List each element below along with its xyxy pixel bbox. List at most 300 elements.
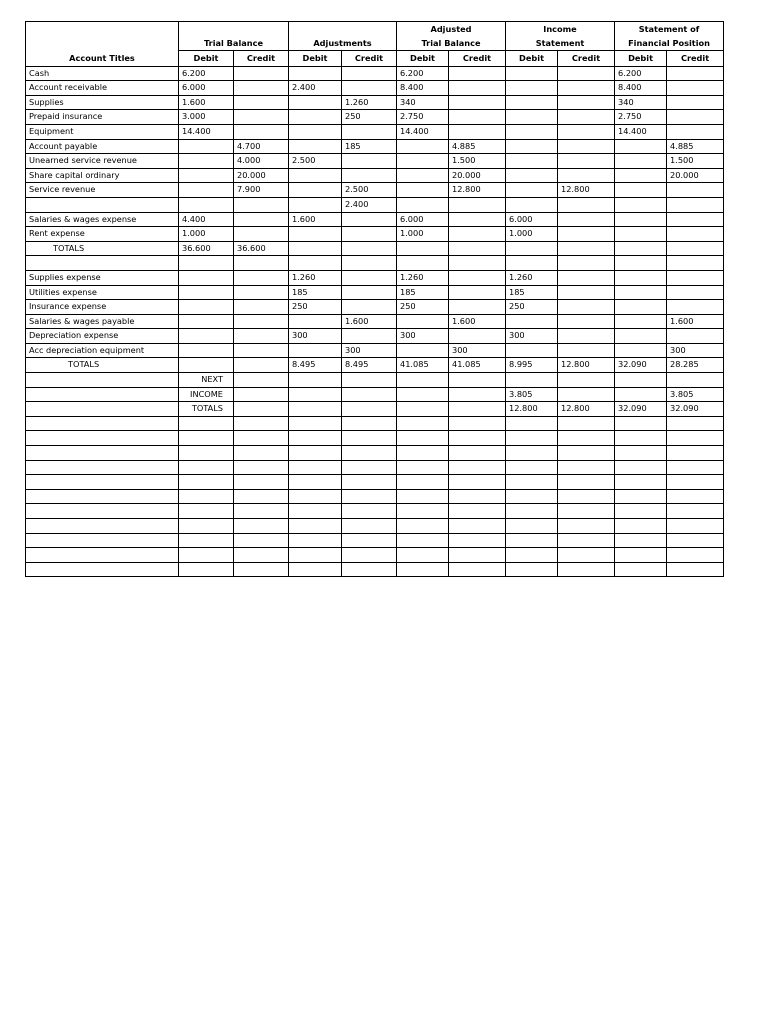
amount-cell — [558, 241, 615, 256]
account-titles-header: Account Titles — [26, 51, 179, 66]
amount-cell: 1.000 — [397, 227, 449, 242]
amount-cell — [234, 110, 289, 125]
amount-cell: 2.400 — [289, 81, 342, 96]
amount-cell — [615, 285, 667, 300]
amount-cell — [449, 533, 506, 548]
amount-cell — [234, 124, 289, 139]
amount-cell: 41.085 — [449, 358, 506, 373]
amount-cell — [558, 373, 615, 388]
group-header-income-statement: Statement — [506, 36, 615, 51]
table-row — [26, 168, 724, 183]
amount-cell — [234, 343, 289, 358]
account-title-cell — [26, 373, 179, 388]
amount-cell: 2.400 — [342, 197, 397, 212]
amount-cell — [342, 533, 397, 548]
account-title-cell — [26, 489, 179, 504]
amount-cell: 6.200 — [179, 66, 234, 81]
amount-cell — [449, 431, 506, 446]
amount-cell — [234, 402, 289, 417]
amount-cell — [506, 431, 558, 446]
amount-cell: 185 — [506, 285, 558, 300]
amount-cell — [615, 314, 667, 329]
table-row — [26, 431, 724, 446]
amount-cell: 300 — [289, 329, 342, 344]
account-title-cell — [26, 533, 179, 548]
amount-cell — [558, 256, 615, 271]
group-header-adjusted-tb: Trial Balance — [397, 36, 506, 51]
amount-cell — [558, 66, 615, 81]
amount-cell: 340 — [397, 95, 449, 110]
amount-cell: 32.090 — [615, 402, 667, 417]
amount-cell — [506, 562, 558, 577]
group-header-financial-position: Financial Position — [615, 36, 724, 51]
amount-cell — [234, 460, 289, 475]
amount-cell — [342, 66, 397, 81]
amount-cell — [342, 562, 397, 577]
amount-cell: 1.000 — [506, 227, 558, 242]
amount-cell — [397, 241, 449, 256]
amount-cell — [667, 489, 724, 504]
amount-cell — [667, 504, 724, 519]
amount-cell: 8.495 — [289, 358, 342, 373]
account-title-cell — [26, 402, 179, 417]
amount-cell: 300 — [667, 343, 724, 358]
amount-cell — [667, 110, 724, 125]
amount-cell — [449, 124, 506, 139]
amount-cell: 36.600 — [234, 241, 289, 256]
amount-cell — [506, 95, 558, 110]
account-title-cell — [26, 548, 179, 563]
amount-cell — [289, 402, 342, 417]
amount-cell — [342, 270, 397, 285]
amount-cell — [667, 533, 724, 548]
amount-cell — [397, 548, 449, 563]
amount-cell — [667, 270, 724, 285]
amount-cell — [667, 475, 724, 490]
table-row — [26, 504, 724, 519]
amount-cell — [289, 256, 342, 271]
amount-cell — [289, 314, 342, 329]
amount-cell — [449, 416, 506, 431]
amount-cell — [289, 548, 342, 563]
amount-cell — [449, 562, 506, 577]
account-title-cell: Service revenue — [26, 183, 179, 198]
group-header-adjustments-line1 — [289, 22, 397, 37]
header-corner-mid — [26, 36, 179, 51]
amount-cell — [558, 314, 615, 329]
amount-cell — [179, 314, 234, 329]
amount-cell — [615, 256, 667, 271]
amount-cell — [234, 227, 289, 242]
amount-cell — [615, 548, 667, 563]
amount-cell — [449, 329, 506, 344]
amount-cell — [289, 66, 342, 81]
account-title-cell: Share capital ordinary — [26, 168, 179, 183]
amount-cell — [449, 81, 506, 96]
amount-cell: 20.000 — [667, 168, 724, 183]
amount-cell: 12.800 — [558, 358, 615, 373]
amount-cell — [506, 460, 558, 475]
amount-cell: 8.995 — [506, 358, 558, 373]
amount-cell — [179, 183, 234, 198]
amount-cell — [615, 519, 667, 534]
table-row — [26, 548, 724, 563]
table-row — [26, 227, 724, 242]
amount-cell — [506, 519, 558, 534]
amount-cell — [234, 504, 289, 519]
account-title-cell: Supplies expense — [26, 270, 179, 285]
amount-cell — [558, 460, 615, 475]
amount-cell: 12.800 — [506, 402, 558, 417]
amount-cell — [342, 431, 397, 446]
amount-cell — [449, 300, 506, 315]
amount-cell: 1.000 — [179, 227, 234, 242]
amount-cell — [234, 329, 289, 344]
amount-cell: 4.885 — [667, 139, 724, 154]
amount-cell — [289, 562, 342, 577]
amount-cell — [397, 562, 449, 577]
amount-cell — [179, 300, 234, 315]
amount-cell — [234, 197, 289, 212]
group-header-trial-balance-line1 — [179, 22, 289, 37]
amount-cell — [558, 329, 615, 344]
amount-cell — [667, 300, 724, 315]
amount-cell — [449, 504, 506, 519]
amount-cell — [615, 475, 667, 490]
table-row — [26, 241, 724, 256]
amount-cell — [342, 460, 397, 475]
amount-cell — [179, 139, 234, 154]
amount-cell: 185 — [342, 139, 397, 154]
amount-cell — [558, 270, 615, 285]
amount-cell — [449, 489, 506, 504]
amount-cell — [397, 431, 449, 446]
amount-cell — [234, 489, 289, 504]
amount-cell: 250 — [289, 300, 342, 315]
table-row — [26, 154, 724, 169]
amount-cell — [234, 358, 289, 373]
amount-cell — [234, 314, 289, 329]
amount-cell: 1.600 — [342, 314, 397, 329]
amount-cell — [179, 460, 234, 475]
amount-cell — [397, 416, 449, 431]
amount-cell — [615, 300, 667, 315]
amount-cell — [234, 562, 289, 577]
amount-cell — [615, 227, 667, 242]
amount-cell: 14.400 — [179, 124, 234, 139]
amount-cell — [342, 504, 397, 519]
amount-cell — [397, 139, 449, 154]
amount-cell — [234, 548, 289, 563]
amount-cell — [506, 139, 558, 154]
table-row — [26, 373, 724, 388]
credit-header: Credit — [342, 51, 397, 66]
amount-cell — [506, 241, 558, 256]
amount-cell: 2.500 — [289, 154, 342, 169]
amount-cell — [449, 270, 506, 285]
amount-cell — [449, 402, 506, 417]
amount-cell — [179, 431, 234, 446]
amount-cell — [179, 533, 234, 548]
amount-cell — [449, 197, 506, 212]
amount-cell — [667, 329, 724, 344]
amount-cell — [615, 154, 667, 169]
amount-cell — [449, 110, 506, 125]
amount-cell — [289, 197, 342, 212]
table-row — [26, 562, 724, 577]
amount-cell: 8.400 — [397, 81, 449, 96]
amount-cell — [234, 95, 289, 110]
amount-cell — [289, 227, 342, 242]
amount-cell — [289, 416, 342, 431]
amount-cell — [615, 504, 667, 519]
amount-cell — [667, 460, 724, 475]
amount-cell: 28.285 — [667, 358, 724, 373]
amount-cell — [342, 387, 397, 402]
amount-cell: 1.500 — [449, 154, 506, 169]
amount-cell — [234, 66, 289, 81]
amount-cell — [558, 431, 615, 446]
amount-cell — [289, 110, 342, 125]
amount-cell — [397, 475, 449, 490]
account-title-cell: Utilities expense — [26, 285, 179, 300]
amount-cell — [558, 562, 615, 577]
table-row — [26, 343, 724, 358]
amount-cell: 300 — [397, 329, 449, 344]
amount-cell — [234, 373, 289, 388]
amount-cell — [179, 416, 234, 431]
amount-cell — [558, 227, 615, 242]
amount-cell: 2.750 — [615, 110, 667, 125]
amount-cell: 20.000 — [234, 168, 289, 183]
amount-cell — [342, 416, 397, 431]
amount-cell — [397, 197, 449, 212]
amount-cell — [234, 431, 289, 446]
amount-cell: 3.000 — [179, 110, 234, 125]
table-row — [26, 475, 724, 490]
table-row — [26, 285, 724, 300]
amount-cell — [506, 256, 558, 271]
account-title-cell: TOTALS — [26, 241, 179, 256]
amount-cell — [179, 562, 234, 577]
amount-cell — [289, 387, 342, 402]
amount-cell: 185 — [289, 285, 342, 300]
amount-cell — [289, 343, 342, 358]
amount-cell — [397, 154, 449, 169]
account-title-cell: TOTALS — [26, 358, 179, 373]
amount-cell — [289, 504, 342, 519]
amount-cell — [449, 241, 506, 256]
amount-cell — [289, 460, 342, 475]
amount-cell — [615, 460, 667, 475]
amount-cell — [558, 343, 615, 358]
account-title-cell: Equipment — [26, 124, 179, 139]
amount-cell — [506, 81, 558, 96]
amount-cell: 14.400 — [397, 124, 449, 139]
amount-cell: 41.085 — [397, 358, 449, 373]
amount-cell: 4.400 — [179, 212, 234, 227]
account-title-cell: Account payable — [26, 139, 179, 154]
amount-cell: 300 — [449, 343, 506, 358]
amount-cell — [342, 168, 397, 183]
amount-cell: 6.200 — [397, 66, 449, 81]
amount-cell — [558, 285, 615, 300]
amount-cell — [558, 504, 615, 519]
amount-cell — [615, 446, 667, 461]
header-row-2 — [26, 36, 724, 51]
amount-cell — [449, 227, 506, 242]
amount-cell: 1.600 — [289, 212, 342, 227]
amount-cell — [179, 270, 234, 285]
amount-cell: 185 — [397, 285, 449, 300]
amount-cell — [615, 373, 667, 388]
amount-cell — [558, 212, 615, 227]
amount-cell — [179, 329, 234, 344]
amount-cell: 1.260 — [342, 95, 397, 110]
credit-header: Credit — [449, 51, 506, 66]
amount-cell: 340 — [615, 95, 667, 110]
amount-cell — [667, 373, 724, 388]
debit-header: Debit — [615, 51, 667, 66]
amount-cell — [342, 373, 397, 388]
amount-cell — [506, 314, 558, 329]
amount-cell — [342, 446, 397, 461]
amount-cell — [615, 562, 667, 577]
amount-cell: 7.900 — [234, 183, 289, 198]
amount-cell — [179, 154, 234, 169]
amount-cell — [615, 168, 667, 183]
amount-cell — [558, 489, 615, 504]
amount-cell — [506, 197, 558, 212]
amount-cell — [506, 373, 558, 388]
amount-cell — [342, 124, 397, 139]
amount-cell — [558, 416, 615, 431]
amount-cell — [615, 329, 667, 344]
amount-cell: 6.000 — [397, 212, 449, 227]
summary-label-cell: INCOME — [179, 387, 234, 402]
amount-cell — [342, 227, 397, 242]
amount-cell — [667, 183, 724, 198]
header-row-3 — [26, 51, 724, 66]
amount-cell — [449, 548, 506, 563]
amount-cell — [506, 475, 558, 490]
amount-cell — [234, 446, 289, 461]
amount-cell — [234, 475, 289, 490]
amount-cell — [506, 66, 558, 81]
amount-cell — [179, 504, 234, 519]
amount-cell — [342, 475, 397, 490]
amount-cell — [449, 95, 506, 110]
amount-cell — [397, 343, 449, 358]
amount-cell — [397, 256, 449, 271]
table-row — [26, 402, 724, 417]
amount-cell: 1.600 — [449, 314, 506, 329]
amount-cell — [397, 314, 449, 329]
account-title-cell — [26, 460, 179, 475]
table-row — [26, 66, 724, 81]
amount-cell — [667, 95, 724, 110]
amount-cell — [397, 519, 449, 534]
amount-cell — [179, 285, 234, 300]
amount-cell — [558, 446, 615, 461]
account-title-cell: Prepaid insurance — [26, 110, 179, 125]
amount-cell — [615, 270, 667, 285]
amount-cell — [234, 519, 289, 534]
amount-cell — [615, 183, 667, 198]
amount-cell — [667, 562, 724, 577]
amount-cell — [506, 343, 558, 358]
amount-cell — [342, 489, 397, 504]
amount-cell — [558, 110, 615, 125]
amount-cell — [449, 256, 506, 271]
amount-cell: 1.260 — [397, 270, 449, 285]
amount-cell — [506, 548, 558, 563]
amount-cell — [397, 460, 449, 475]
amount-cell — [289, 168, 342, 183]
table-row — [26, 446, 724, 461]
amount-cell — [289, 431, 342, 446]
amount-cell — [449, 387, 506, 402]
amount-cell — [234, 81, 289, 96]
amount-cell — [342, 519, 397, 534]
amount-cell — [397, 489, 449, 504]
amount-cell — [449, 519, 506, 534]
amount-cell: 250 — [342, 110, 397, 125]
amount-cell: 1.600 — [179, 95, 234, 110]
amount-cell — [234, 387, 289, 402]
amount-cell — [234, 300, 289, 315]
amount-cell — [289, 139, 342, 154]
amount-cell — [615, 139, 667, 154]
amount-cell: 6.000 — [179, 81, 234, 96]
amount-cell: 6.200 — [615, 66, 667, 81]
amount-cell — [558, 475, 615, 490]
table-row — [26, 300, 724, 315]
credit-header: Credit — [558, 51, 615, 66]
amount-cell — [179, 358, 234, 373]
amount-cell — [342, 81, 397, 96]
amount-cell — [449, 66, 506, 81]
table-row — [26, 212, 724, 227]
group-header-income-statement-line1: Income — [506, 22, 615, 37]
amount-cell: 6.000 — [506, 212, 558, 227]
table-row — [26, 81, 724, 96]
credit-header: Credit — [234, 51, 289, 66]
amount-cell — [615, 489, 667, 504]
amount-cell — [179, 168, 234, 183]
account-title-cell: Unearned service revenue — [26, 154, 179, 169]
amount-cell — [558, 197, 615, 212]
amount-cell — [506, 446, 558, 461]
amount-cell — [289, 241, 342, 256]
amount-cell — [558, 95, 615, 110]
amount-cell: 8.400 — [615, 81, 667, 96]
amount-cell — [667, 241, 724, 256]
amount-cell — [506, 416, 558, 431]
amount-cell — [449, 285, 506, 300]
account-title-cell — [26, 416, 179, 431]
amount-cell — [397, 373, 449, 388]
summary-label-cell: NEXT — [179, 373, 234, 388]
amount-cell — [234, 212, 289, 227]
amount-cell — [179, 446, 234, 461]
group-header-adjustments: Adjustments — [289, 36, 397, 51]
amount-cell — [667, 227, 724, 242]
amount-cell — [342, 329, 397, 344]
table-row — [26, 110, 724, 125]
amount-cell — [615, 416, 667, 431]
amount-cell: 3.805 — [667, 387, 724, 402]
